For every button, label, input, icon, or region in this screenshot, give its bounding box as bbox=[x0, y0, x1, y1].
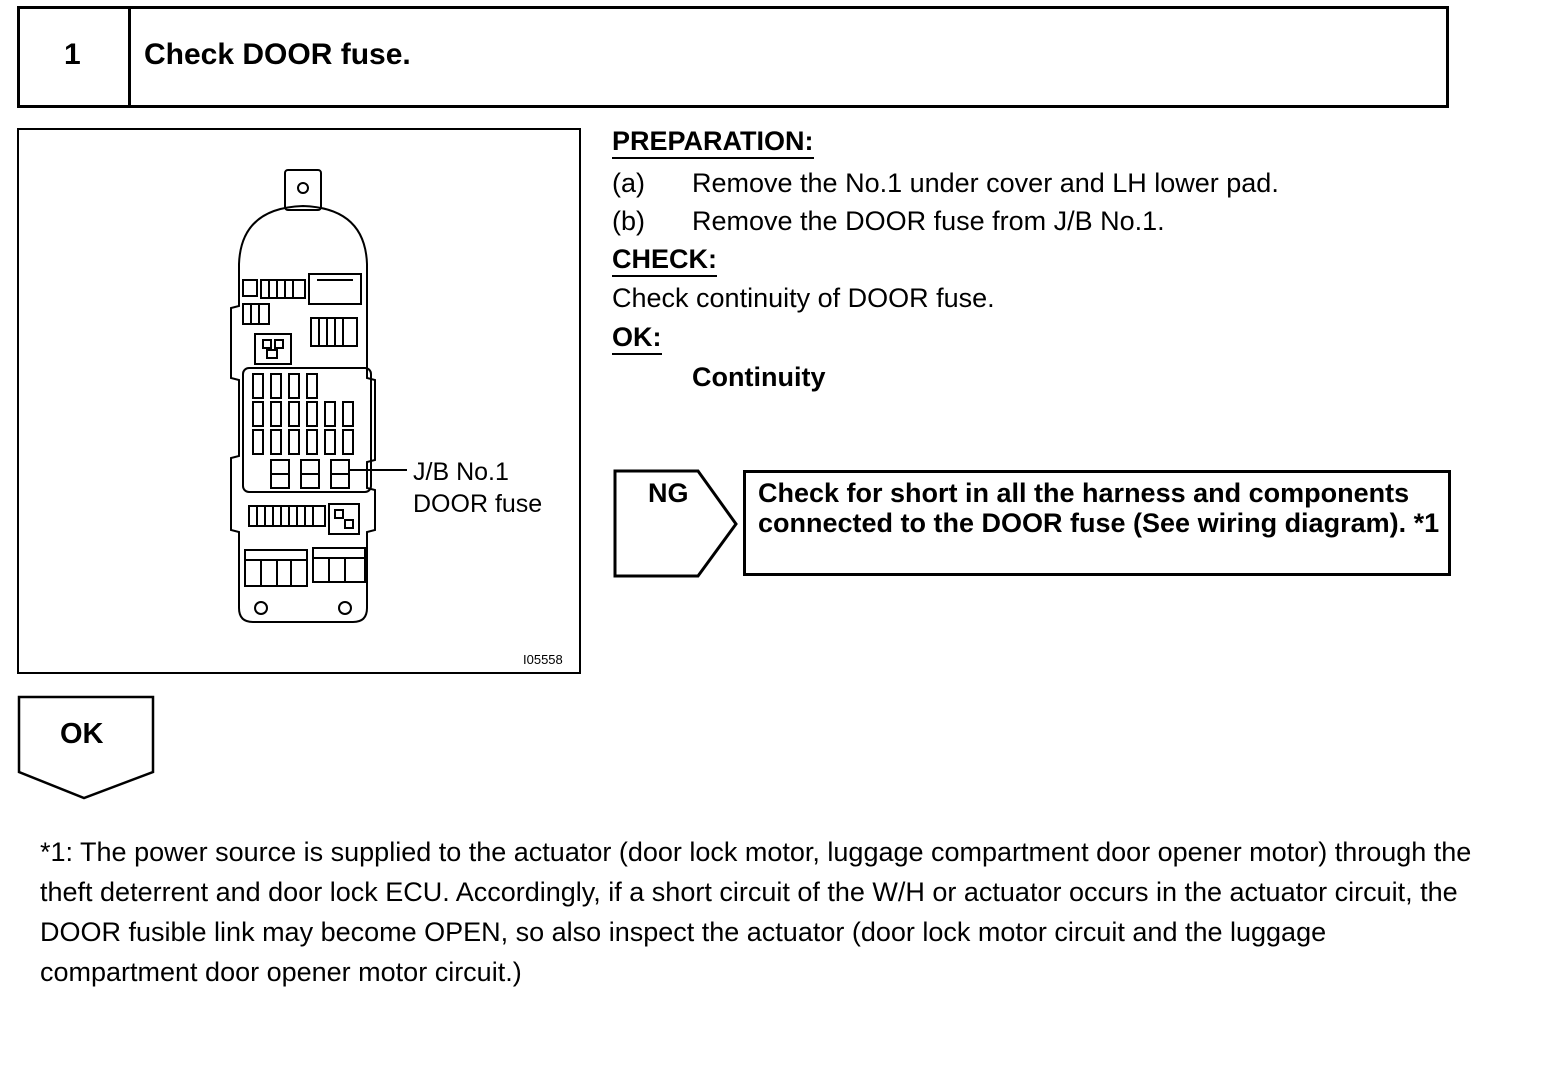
step-title: Check DOOR fuse. bbox=[144, 38, 411, 71]
step-b-letter: (b) bbox=[612, 206, 645, 236]
step-a-letter: (a) bbox=[612, 168, 645, 198]
junction-block-illustration bbox=[17, 128, 581, 674]
step-a-text: Remove the No.1 under cover and LH lower pad. bbox=[692, 168, 1279, 198]
callout-jb-label: J/B No.1 bbox=[413, 458, 509, 486]
preparation-heading: PREPARATION: bbox=[612, 126, 814, 159]
ok-branch-label: OK bbox=[60, 718, 104, 750]
check-text: Check continuity of DOOR fuse. bbox=[612, 283, 995, 313]
step-b-text: Remove the DOOR fuse from J/B No.1. bbox=[692, 206, 1165, 236]
check-heading: CHECK: bbox=[612, 244, 717, 277]
ng-label: NG bbox=[648, 478, 689, 508]
figure-id: I05558 bbox=[523, 652, 563, 667]
footnote: *1: The power source is supplied to the actuator (door lock motor, luggage compartment door opener motor) through the theft deterrent and door lock ECU. Accordingly, if a short circuit of the W/H or actuator occurs in the actuator circuit, the DOOR fusible link may become OPEN, so also inspect the actuator (door lock motor circuit and the luggage compartment door opener motor circuit.) bbox=[40, 837, 1472, 987]
ng-action-text: Check for short in all the harness and components connected to the DOOR fuse (See wiring diagram). *1 bbox=[758, 478, 1440, 538]
header-divider bbox=[128, 6, 131, 108]
callout-fuse-label: DOOR fuse bbox=[413, 490, 543, 518]
step-number: 1 bbox=[64, 38, 81, 71]
ok-heading: OK: bbox=[612, 322, 662, 355]
ok-result: Continuity bbox=[692, 362, 826, 392]
